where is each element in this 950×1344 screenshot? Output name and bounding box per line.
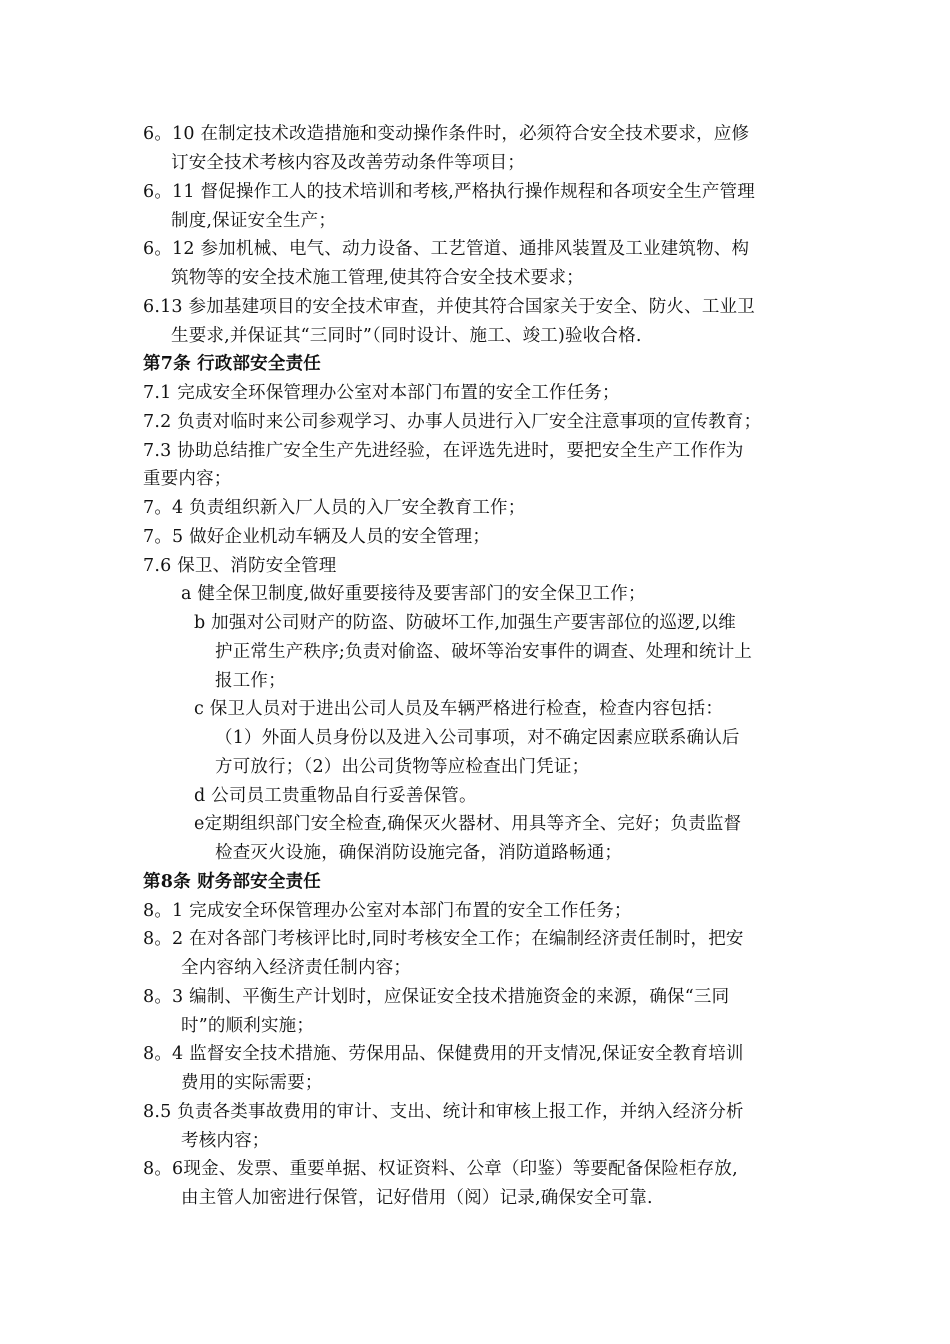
text-line: 8。1 完成安全环保管理办公室对本部门布置的安全工作任务；	[143, 901, 632, 921]
text-line: 8。3 编制、平衡生产计划时，应保证安全技术措施资金的来源，确保“三同	[143, 987, 730, 1007]
text-line: 7.3 协助总结推广安全生产先进经验，在评选先进时，要把安全生产工作作为	[143, 441, 744, 461]
text-line: 费用的实际需要；	[181, 1073, 323, 1093]
text-line: 由主管人加密进行保管，记好借用（阅）记录,确保安全可靠.	[181, 1188, 653, 1208]
text-line: 考核内容；	[181, 1131, 270, 1151]
text-line: 8。4 监督安全技术措施、劳保用品、保健费用的开支情况,保证安全教育培训	[143, 1044, 744, 1064]
text-line: 7.1 完成安全环保管理办公室对本部门布置的安全工作任务；	[143, 383, 620, 403]
text-line: 方可放行；（2）出公司货物等应检查出门凭证；	[215, 757, 590, 777]
text-line: 8。6现金、发票、重要单据、权证资料、公章（印鉴）等要配备保险柜存放,	[143, 1159, 738, 1179]
text-line: a 健全保卫制度,做好重要接待及要害部门的安全保卫工作；	[181, 584, 646, 604]
section-heading: 第7条 行政部安全责任	[143, 354, 321, 374]
text-line: 时”的顺利实施；	[181, 1016, 315, 1036]
text-line: b 加强对公司财产的防盗、防破坏工作,加强生产要害部位的巡逻,以维	[194, 613, 736, 633]
text-line: 制度,保证安全生产；	[171, 211, 337, 231]
text-line: 筑物等的安全技术施工管理,使其符合安全技术要求；	[171, 268, 584, 288]
text-line: 报工作；	[215, 671, 286, 691]
text-line: 8.5 负责各类事故费用的审计、支出、统计和审核上报工作，并纳入经济分析	[143, 1102, 744, 1122]
text-line: 订安全技术考核内容及改善劳动条件等项目；	[171, 153, 525, 173]
text-line: 7.6 保卫、消防安全管理	[143, 556, 337, 576]
text-line: 7。4 负责组织新入厂人员的入厂安全教育工作；	[143, 498, 526, 518]
text-line: 生要求,并保证其“三同时”（同时设计、施工、竣工)验收合格.	[171, 326, 642, 346]
text-line: 护正常生产秩序;负责对偷盗、破坏等治安事件的调查、处理和统计上	[215, 642, 753, 662]
text-line: 8。2 在对各部门考核评比时,同时考核安全工作；在编制经济责任制时，把安	[143, 929, 744, 949]
text-line: 全内容纳入经济责任制内容；	[181, 958, 412, 978]
text-line: e定期组织部门安全检查,确保灭火器材、用具等齐全、完好；负责监督	[194, 814, 742, 834]
text-line: 6。10 在制定技术改造措施和变动操作条件时，必须符合安全技术要求，应修	[143, 124, 750, 144]
text-line: 6。12 参加机械、电气、动力设备、工艺管道、通排风装置及工业建筑物、构	[143, 239, 750, 259]
text-line: 7。5 做好企业机动车辆及人员的安全管理；	[143, 527, 491, 547]
text-line: 检查灭火设施，确保消防设施完备，消防道路畅通；	[215, 843, 623, 863]
section-heading: 第8条 财务部安全责任	[143, 872, 321, 892]
text-line: c 保卫人员对于进出公司人员及车辆严格进行检查，检查内容包括：	[194, 699, 724, 719]
text-line: 6.13 参加基建项目的安全技术审查，并使其符合国家关于安全、防火、工业卫	[143, 297, 755, 317]
text-line: （1）外面人员身份以及进入公司事项，对不确定因素应联系确认后	[215, 728, 740, 748]
text-line: 6。11 督促操作工人的技术培训和考核,严格执行操作规程和各项安全生产管理	[143, 182, 755, 202]
text-line: 重要内容；	[143, 469, 232, 489]
text-line: 7.2 负责对临时来公司参观学习、办事人员进行入厂安全注意事项的宣传教育；	[143, 412, 762, 432]
text-line: d 公司员工贵重物品自行妥善保管。	[194, 786, 477, 806]
